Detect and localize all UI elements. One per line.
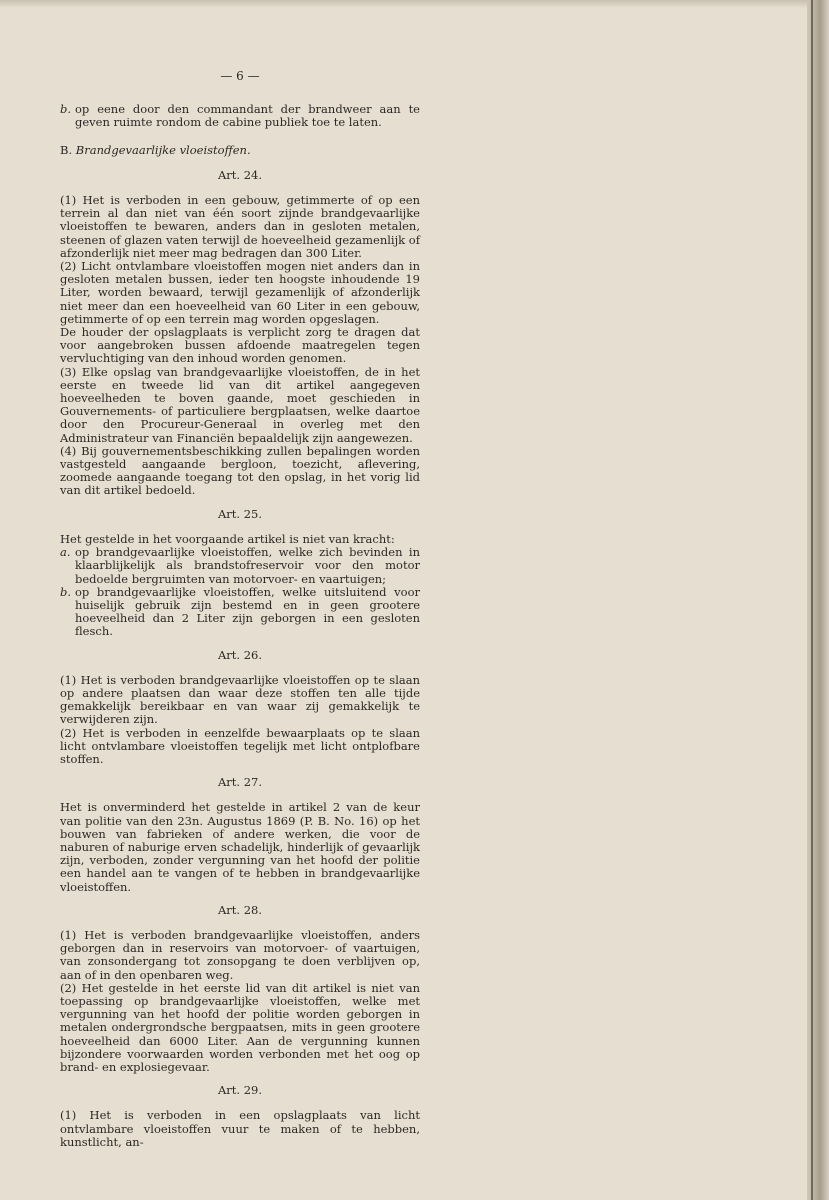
item-text: op eene door den commandant der brandweer aan te geven ruimte rondom de cabine publiek toe te laten. (75, 102, 420, 130)
art25-intro: Het gestelde in het voorgaande artikel is niet van kracht: (60, 531, 395, 546)
article-heading-29: Art. 29. (217, 1083, 263, 1098)
article-heading-25: Art. 25. (217, 506, 263, 521)
art24-paragraph-5: (4) Bij gouvernementsbeschikking zullen bepalingen worden vastgesteld aangaande bergloon, toezicht, aflevering, zoomede aangaande toegang tot den opslag, in het vorig lid van dit artikel bedoeld. (60, 443, 420, 498)
art26-paragraph-2: (2) Het is verboden in eenzelfde bewaarplaats op te slaan licht ontvlambare vloeistoffen tegelijk met licht ontplofbare stoffen. (60, 725, 420, 766)
art27-paragraph-1: Het is onverminderd het gestelde in artikel 2 van de keur van politie van den 23n. Augustus 1869 (P. B. No. 16) op het bouwen van fabrieken of andere werken, die voor de naburen of naburige erven schadelijk, hinderlijk of gevaarlijk zijn, verboden, zonder vergunning van het hoofd der politie een handel aan te vangen of te hebben in brandgevaarlijke vloeistoffen. (60, 800, 420, 894)
article-heading-28: Art. 28. (217, 902, 263, 917)
art26-paragraph-1: (1) Het is verboden brandgevaarlijke vloeistoffen op te slaan op andere plaatsen dan waar deze stoffen ten alle tijde gemakkelijk bereikbaar en van waar zij gemakkelijk te verwijderen zijn. (60, 672, 420, 727)
item-marker: b. (60, 584, 72, 599)
art24-paragraph-3: De houder der opslagplaats is verplicht zorg te dragen dat voor aangebroken bussen afdoende maatregelen tegen vervluchtiging van den inhoud worden genomen. (60, 325, 420, 366)
item-text: op brandgevaarlijke vloeistoffen, welke zich bevinden in klaarblijkelijk als brandstofreservoir voor den motor bedoelde bergruimten van motorvoer- en vaartuigen; (75, 545, 420, 586)
item-marker: a. (60, 545, 71, 560)
section-heading (60, 144, 420, 157)
item-text: op brandgevaarlijke vloeistoffen, welke uitsluitend voor huiselijk gebruik zijn bestemd en in geen grootere hoeveelheid dan 2 Liter zijn geborgen in een gesloten flesch. (75, 584, 420, 639)
section-title: Brandgevaarlijke vloeistoffen. (75, 142, 251, 157)
list-item-b (60, 103, 420, 129)
document-page (60, 70, 420, 1149)
art25-item-b (60, 586, 420, 639)
article-heading-27: Art. 27. (217, 775, 263, 790)
art28-paragraph-2: (2) Het gestelde in het eerste lid van dit artikel is niet van toepassing op brandgevaarlijke vloeistoffen, welke met vergunning van het hoofd der politie worden geborgen in metalen ondergrondsche bergpaatsen, mits in geen grootere hoeveelheid dan 6000 Liter. Aan de vergunning kunnen bijzondere voorwaarden worden verbonden met het oog op brand- en explosiegevaar. (60, 980, 420, 1074)
page-top-shadow (0, 0, 829, 8)
item-marker: b. (60, 102, 72, 117)
art29-paragraph-1: (1) Het is verboden in een opslagplaats van licht ontvlambare vloeistoffen vuur te maken of te hebben, kunstlicht, an- (60, 1108, 420, 1149)
article-heading-24: Art. 24. (217, 167, 263, 182)
art24-paragraph-4: (3) Elke opslag van brandgevaarlijke vloeistoffen, de in het eerste en tweede lid van dit artikel aangegeven hoeveelheden te boven gaande, moet geschieden in Gouvernements- of particuliere bergplaatsen, welke daartoe door den Procureur-Generaal in overleg met den Administrateur van Financiën bepaaldelijk zijn aangewezen. (60, 364, 420, 445)
art24-paragraph-2: (2) Licht ontvlambare vloeistoffen mogen niet anders dan in gesloten metalen bussen, ieder ten hoogste inhoudende 19 Liter, worden bewaard, terwijl gezamenlijk of afzonderlijk niet meer dan een hoeveelheid van 60 Liter in een gebouw, getimmerte of op een terrein mag worden opgeslagen. (60, 259, 420, 326)
section-letter: B. (60, 142, 73, 157)
binding-edge (807, 0, 829, 1200)
art24-paragraph-1: (1) Het is verboden in een gebouw, getimmerte of op een terrein al dan niet van één soort zijnde brandgevaarlijke vloeistoffen te bewaren, anders dan in gesloten metalen, steenen of glazen vaten terwijl de hoeveelheid gezamenlijk of afzonderlijk niet meer mag bedragen dan 300 Liter. (60, 193, 420, 260)
art25-item-a (60, 546, 420, 586)
page-number: — 6 — (220, 69, 260, 83)
art28-paragraph-1: (1) Het is verboden brandgevaarlijke vloeistoffen, anders geborgen dan in reservoirs van motorvoer- of vaartuigen, van zonsondergang tot zonsopgang te doen verblijven op, aan of in den openbaren weg. (60, 927, 420, 982)
article-heading-26: Art. 26. (217, 647, 263, 662)
